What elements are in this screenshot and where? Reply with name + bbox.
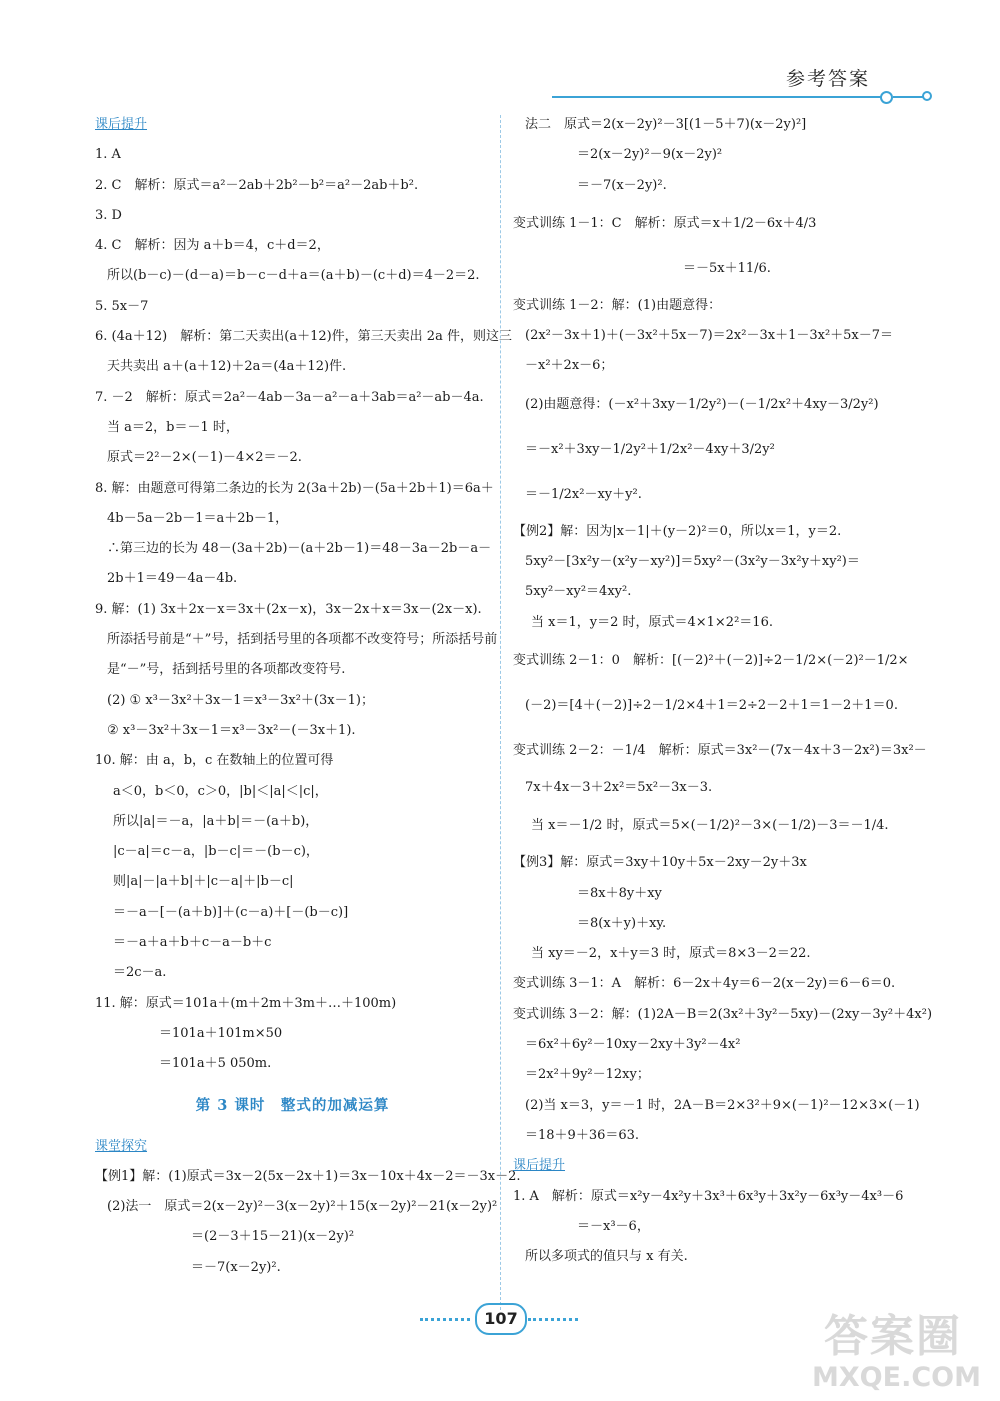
lesson-title: 第 3 课时 整式的加减运算 — [195, 1096, 390, 1114]
watermark-url: MXQE.COM — [812, 1362, 981, 1393]
page-number-dots-left — [420, 1318, 470, 1321]
left-column — [95, 110, 521, 1283]
section-tag — [95, 110, 490, 140]
answer-line: a＜0，b＜0，c＞0，|b|＜|a|＜|c|， — [113, 783, 328, 799]
watermark-text: 答案圈 — [824, 1311, 962, 1362]
answer-line: 变式训练 2－2：－1/4 解析：原式＝3x²－(7x－4x＋3－2x²)＝3x²－ — [513, 742, 927, 758]
answer-line: 3. D — [95, 207, 122, 223]
answer-line: 当 xy＝－2，x＋y＝3 时，原式＝8×3－2＝22. — [531, 946, 811, 962]
answer-line: ＝8(x＋y)＋xy. — [577, 915, 667, 931]
answer-line: 5xy²－[3x²y－(x²y－xy²)]＝5xy²－(3x²y－3x²y＋xy²)＝ — [525, 554, 860, 570]
column-divider — [500, 115, 501, 1310]
answer-line: ＝8x＋8y＋xy — [577, 885, 662, 901]
header-ornament-circle — [880, 91, 893, 104]
page-number-dots-right — [528, 1318, 578, 1321]
section-tag-label: 课堂探究 — [95, 1138, 148, 1154]
answer-line: ＝－x³－6， — [577, 1218, 650, 1234]
answer-line: 9. 解：(1) 3x＋2x－x＝3x＋(2x－x)，3x－2x＋x＝3x－(2x－x). — [95, 601, 482, 617]
answer-line: 8. 解：由题意可得第二条边的长为 2(3a＋2b)－(5a＋2b＋1)＝6a＋ — [95, 480, 494, 496]
answer-line: 5xy²－xy²＝4xy². — [525, 584, 632, 600]
answer-line: 变式训练 1－2：解：(1)由题意得： — [513, 297, 722, 313]
answer-line: ＝－a＋a＋b＋c－a－b＋c — [113, 935, 272, 951]
answer-line: ＝－7(x－2y)². — [191, 1259, 281, 1275]
watermark-logo — [812, 1300, 987, 1395]
page-number-badge — [420, 1303, 580, 1335]
answer-line: 6. (4a＋12) 解析：第二天卖出(a＋12)件，第三天卖出 2a 件，则这三 — [95, 329, 512, 345]
right-column — [513, 110, 933, 1272]
answer-line: ＝(2－3＋15－21)(x－2y)² — [191, 1229, 355, 1245]
answer-line: ＝2(x－2y)²－9(x－2y)² — [577, 147, 723, 163]
answer-line: ＝－a－[－(a＋b)]＋(c－a)＋[－(b－c)] — [113, 904, 349, 920]
answer-line: 7x＋4x－3＋2x²＝5x²－3x－3. — [525, 779, 713, 795]
answer-line: |c－a|＝c－a，|b－c|＝－(b－c)， — [113, 844, 319, 860]
answer-line: 7. －2 解析：原式＝2a²－4ab－3a－a²－a＋3ab＝a²－ab－4a. — [95, 389, 484, 405]
answer-line: 变式训练 3－1：A 解析：6－2x＋4y＝6－2(x－2y)＝6－6＝0. — [513, 976, 896, 992]
section-tag-label: 课后提升 — [95, 117, 148, 132]
section-tag-label: 课后提升 — [513, 1158, 566, 1174]
answer-line: (2) ① x³－3x²＋3x－1＝x³－3x²＋(3x－1)； — [107, 692, 374, 708]
answer-line: 天共卖出 a＋(a＋12)＋2a＝(4a＋12)件. — [107, 359, 347, 375]
answer-line: ＝6x²＋6y²－10xy－2xy＋3y²－4x² — [525, 1037, 741, 1053]
answer-line: ＝101a＋101m×50 — [159, 1025, 283, 1041]
header-title: 参考答案 — [786, 68, 871, 90]
answer-line: 变式训练 1－1：C 解析：原式＝x＋1/2－6x＋4/3 — [513, 215, 817, 231]
answer-line: 当 x＝－1/2 时，原式＝5×(－1/2)²－3×(－1/2)－3＝－1/4. — [531, 818, 889, 834]
answer-line: 所以|a|＝－a，|a＋b|＝－(a＋b)， — [113, 813, 319, 829]
answer-line: 4. C 解析：因为 a＋b＝4，c＋d＝2， — [95, 238, 330, 254]
answer-line: 10. 解：由 a，b，c 在数轴上的位置可得 — [95, 753, 334, 769]
answer-line: 【例3】解：原式＝3xy＋10y＋5x－2xy－2y＋3x — [513, 855, 807, 871]
answer-line: ∴第三边的长为 48－(3a＋2b)－(a＋2b－1)＝48－3a－2b－a－ — [107, 541, 492, 557]
answer-line: 【例2】解：因为|x－1|＋(y－2)²＝0，所以x＝1，y＝2. — [513, 523, 842, 539]
answer-line: 原式＝2²－2×(－1)－4×2＝－2. — [107, 450, 302, 466]
answer-line: ② x³－3x²＋3x－1＝x³－3x²－(－3x＋1). — [107, 722, 356, 738]
answer-line: 是“－”号，括到括号里的各项都改变符号. — [107, 662, 346, 678]
answer-line: 法二 原式＝2(x－2y)²－3[(1－5＋7)(x－2y)²] — [525, 117, 807, 132]
answer-line: 2b＋1＝49－4a－4b. — [107, 571, 238, 587]
answer-line: 则|a|－|a＋b|＋|c－a|＋|b－c| — [113, 874, 294, 890]
header-rule-tail — [893, 96, 923, 98]
answer-line: 1. A 解析：原式＝x²y－4x²y＋3x³＋6x³y＋3x²y－6x³y－4x³－6 — [513, 1188, 904, 1204]
answer-line: 所以(b－c)－(d－a)＝b－c－d＋a＝(a＋b)－(c＋d)＝4－2＝2. — [107, 268, 480, 284]
answer-line: ＝－1/2x²－xy＋y². — [525, 486, 642, 502]
section-tag — [95, 1132, 490, 1162]
answer-line: ＝－x²＋3xy－1/2y²＋1/2x²－4xy＋3/2y² — [525, 441, 775, 457]
answer-line: 变式训练 2－1：0 解析：[(－2)²＋(－2)]÷2－1/2×(－2)²－1/2× — [513, 652, 909, 668]
answer-line: ＝18＋9＋36＝63. — [525, 1127, 640, 1143]
answer-line: (2)由题意得：(－x²＋3xy－1/2y²)－(－1/2x²＋4xy－3/2y²) — [525, 396, 879, 412]
answer-line: 11. 解：原式＝101a＋(m＋2m＋3m＋…＋100m) — [95, 995, 397, 1011]
answer-line: ＝2c－a. — [113, 965, 167, 981]
answer-line: ＝2x²＋9y²－12xy； — [525, 1067, 650, 1083]
answer-line: 2. C 解析：原式＝a²－2ab＋2b²－b²＝a²－2ab＋b². — [95, 177, 419, 193]
section-tag — [513, 1151, 913, 1181]
answer-line: (－2)＝[4＋(－2)]÷2－1/2×4＋1＝2÷2－2＋1＝1－2＋1＝0. — [525, 697, 898, 713]
answer-line: (2)法一 原式＝2(x－2y)²－3(x－2y)²＋15(x－2y)²－21(x－2y)² — [107, 1199, 498, 1215]
answer-line: 【例1】解：(1)原式＝3x－2(5x－2x＋1)＝3x－10x＋4x－2＝－3x－2. — [95, 1168, 521, 1184]
answer-line: (2x²－3x＋1)＋(－3x²＋5x－7)＝2x²－3x＋1－3x²＋5x－7＝ — [525, 328, 894, 344]
header-rule — [552, 96, 882, 98]
answer-line: ＝101a＋5 050m. — [159, 1056, 272, 1072]
answer-line: ＝－7(x－2y)². — [577, 177, 667, 193]
answer-line: －x²＋2x－6； — [525, 358, 614, 374]
answer-line: 当 a＝2，b＝－1 时， — [107, 419, 239, 435]
answer-line: 变式训练 3－2：解：(1)2A－B＝2(3x²＋3y²－5xy)－(2xy－3y²＋4x²) — [513, 1006, 933, 1022]
answer-line: 4b－5a－2b－1＝a＋2b－1， — [107, 510, 289, 526]
answer-line: (2)当 x＝3，y＝－1 时，2A－B＝2×3²＋9×(－1)²－12×3×(－1) — [525, 1097, 920, 1113]
answer-line: 5. 5x－7 — [95, 298, 149, 314]
answer-line: ＝－5x＋11/6. — [683, 260, 771, 276]
page-number: 107 — [475, 1303, 527, 1335]
header-ornament-circle — [922, 91, 932, 101]
answer-line: 1. A — [95, 147, 121, 163]
answer-line: 所添括号前是“＋”号，括到括号里的各项都不改变符号；所添括号前 — [107, 632, 498, 648]
answer-line: 当 x＝1，y＝2 时，原式＝4×1×2²＝16. — [531, 614, 773, 630]
answer-line: 所以多项式的值只与 x 有关. — [525, 1249, 688, 1265]
